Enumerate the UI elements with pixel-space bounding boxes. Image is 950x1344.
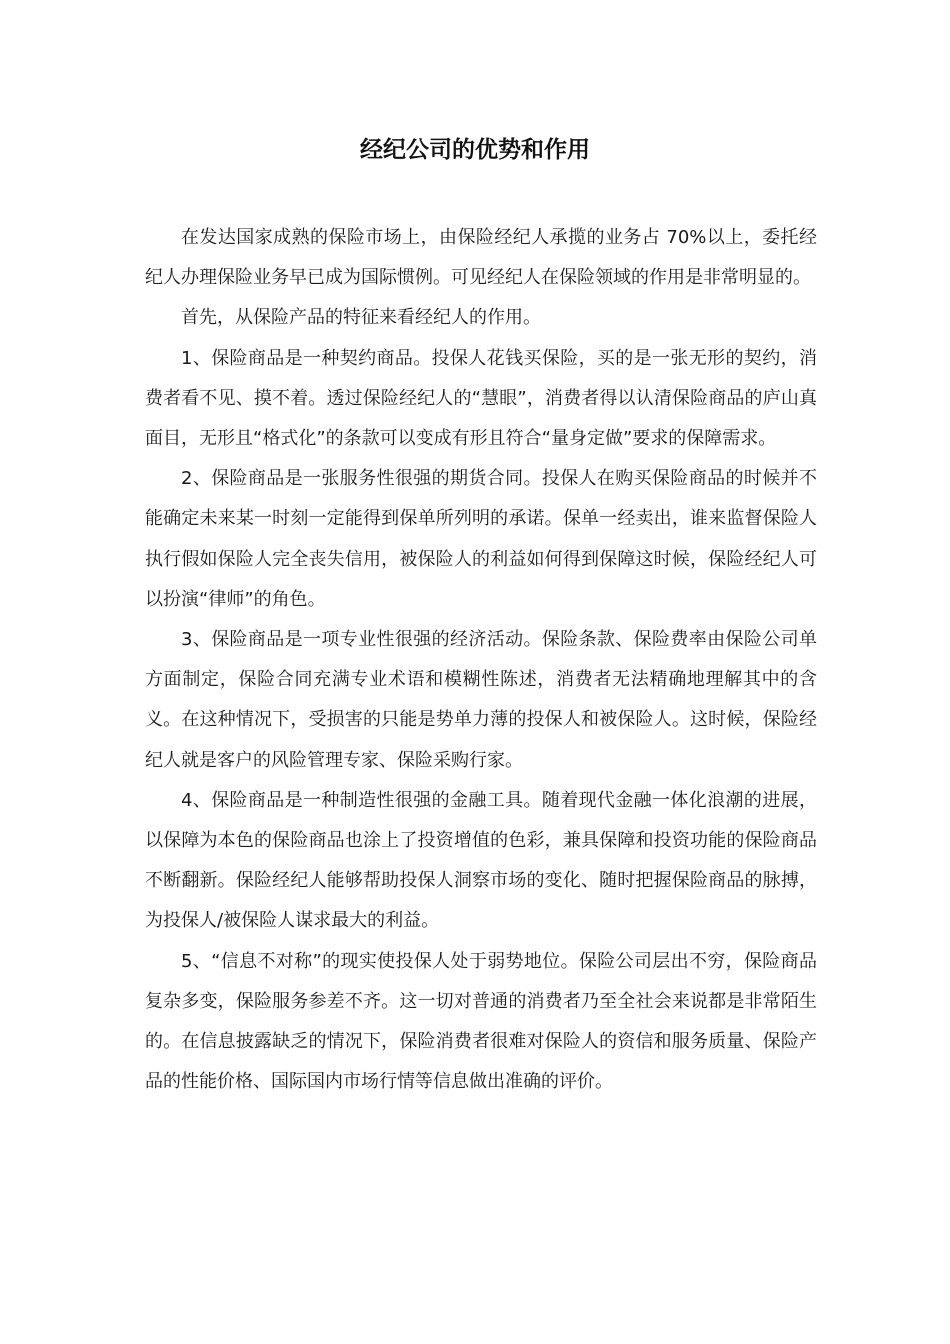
paragraph-point-2: 2、保险商品是一张服务性很强的期货合同。投保人在购买保险商品的时候并不能确定未来某一时刻一定能得到保单所列明的承诺。保单一经卖出，谁来监督保险人执行假如保险人完全丧失信用，被保险人的利益如何得到保障这时候，保险经纪人可以扮演“律师”的角色。 [145,468,817,610]
paragraph-point-4: 4、保险商品是一种制造性很强的金融工具。随着现代金融一体化浪潮的进展，以保障为本色的保险商品也涂上了投资增值的色彩，兼具保障和投资功能的保险商品不断翻新。保险经纪人能够帮助投保人洞察市场的变化、随时把握保险商品的脉搏，为投保人/被保险人谋求最大的利益。 [145,789,817,932]
document-body [145,218,817,1102]
paragraph-point-3: 3、保险商品是一项专业性很强的经济活动。保险条款、保险费率由保险公司单方面制定，保险合同充满专业术语和模糊性陈述，消费者无法精确地理解其中的含义。在这种情况下，受损害的只能是势单力薄的投保人和被保险人。这时候，保险经纪人就是客户的风险管理专家、保险采购行家。 [145,629,817,771]
paragraph-point-1: 1、保险商品是一种契约商品。投保人花钱买保险，买的是一张无形的契约，消费者看不见、摸不着。透过保险经纪人的“慧眼”，消费者得以认清保险商品的庐山真面目，无形且“格式化”的条款可以变成有形且符合“量身定做”要求的保障需求。 [145,347,817,450]
paragraph-point-5: 5、“信息不对称”的现实使投保人处于弱势地位。保险公司层出不穷，保险商品复杂多变，保险服务参差不齐。这一切对普通的消费者乃至全社会来说都是非常陌生的。在信息披露缺乏的情况下，保险消费者很难对保险人的资信和服务质量、保险产品的性能价格、国际国内市场行情等信息做出准确的评价。 [145,950,817,1093]
paragraph-intro: 在发达国家成熟的保险市场上，由保险经纪人承揽的业务占 70%以上，委托经纪人办理保险业务早已成为国际惯例。可见经纪人在保险领域的作用是非常明显的。 [145,227,817,289]
paragraph-first: 首先，从保险产品的特征来看经纪人的作用。 [181,307,541,329]
document-title: 经纪公司的优势和作用 [360,137,590,163]
